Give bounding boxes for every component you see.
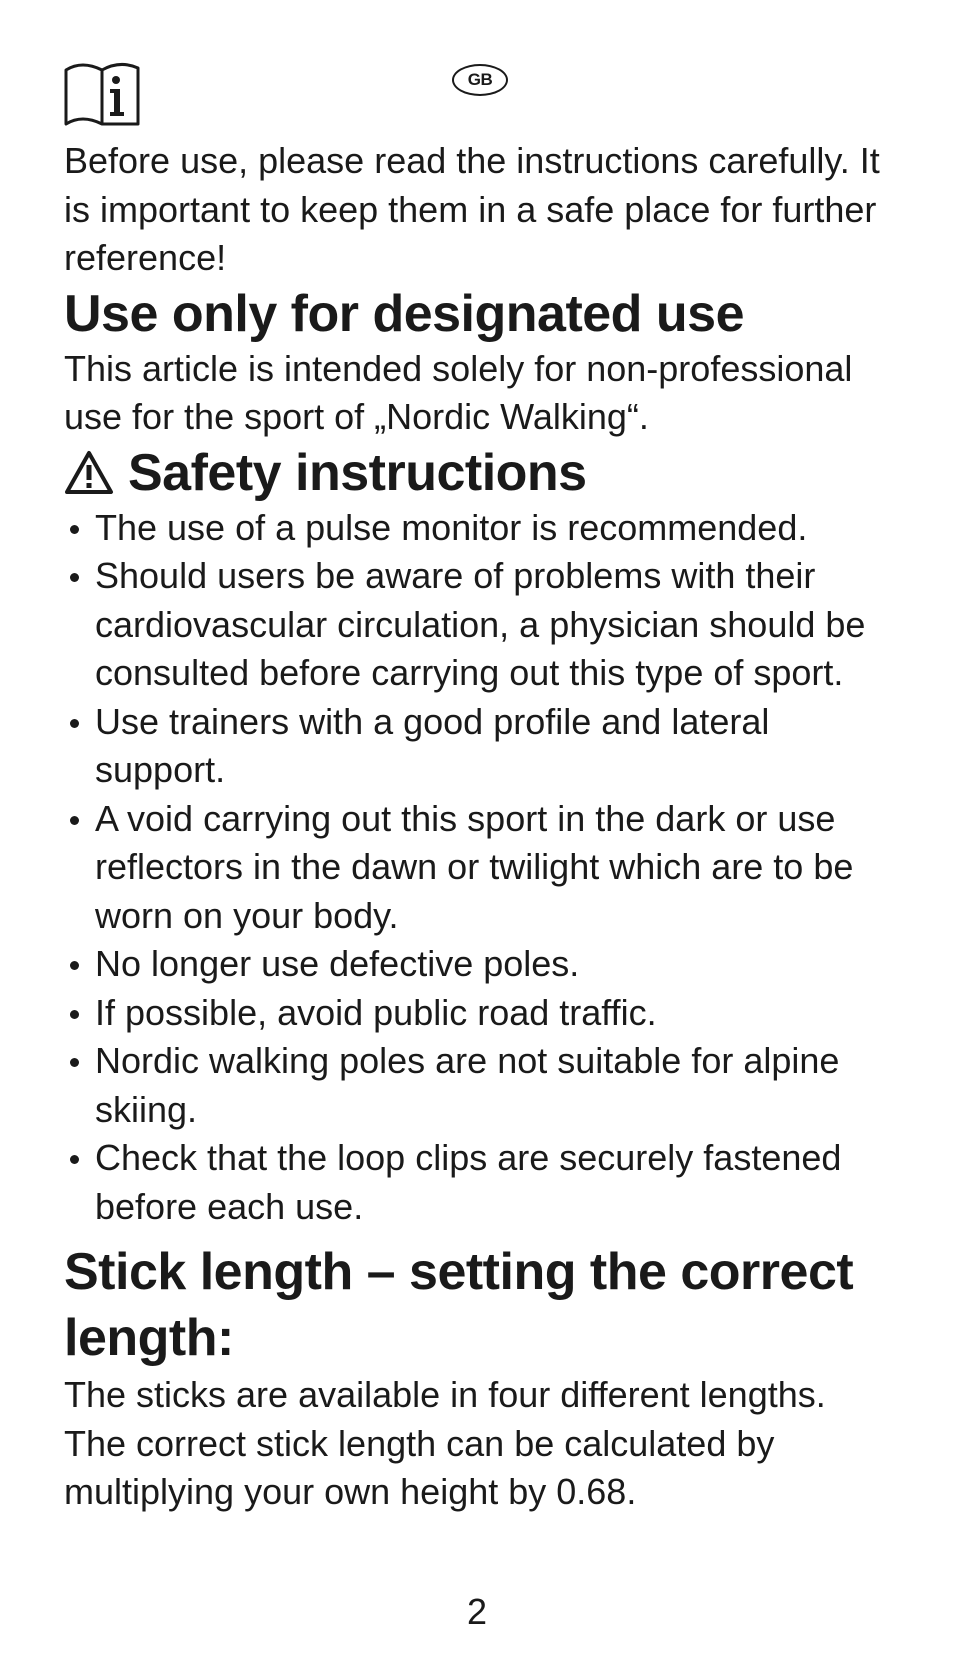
safety-item [64,795,894,941]
intro-text: Before use, please read the instructions carefully. It is important to keep them in a safe place for further reference! [64,140,880,278]
safety-item [64,940,894,989]
bullet-icon [70,961,79,970]
bullet-icon [70,573,79,582]
safety-item [64,989,894,1038]
bullet-icon [70,1010,79,1019]
safety-item-text: The use of a pulse monitor is recommended. [95,506,808,548]
bullet-icon [70,1155,79,1164]
bullet-icon [70,525,79,534]
safety-item-text: If possible, avoid public road traffic. [95,991,657,1033]
safety-item [64,504,894,553]
main-content [64,137,894,1517]
safety-list [64,504,894,1232]
country-badge: GB [452,64,508,96]
book-info-icon [64,60,140,126]
bullet-icon [70,816,79,825]
safety-item-text: Check that the loop clips are securely fastened before each use. [95,1137,842,1227]
page-number: 2 [466,1591,488,1632]
bullet-icon [70,1058,79,1067]
designated-use-heading: Use only for designated use [64,284,744,343]
stick-length-heading: Stick length – setting the correct length: [64,1243,854,1367]
safety-item-text: Use trainers with a good profile and lateral support. [95,700,770,790]
stick-length-text: The sticks are available in four different lengths. The correct stick length can be calculated by multiplying your own height by 0.68. [64,1374,826,1512]
bullet-icon [70,719,79,728]
safety-heading-label: Safety instructions [128,443,587,502]
safety-item-text: No longer use defective poles. [95,943,580,984]
safety-heading [64,442,894,504]
safety-item [64,552,894,698]
safety-item [64,698,894,795]
safety-item-text: Should users be aware of problems with their cardiovascular circulation, a physician should be consulted before carrying out this type of sport. [95,555,866,693]
safety-item [64,1037,894,1134]
safety-item [64,1134,894,1231]
designated-use-text: This article is intended solely for non-professional use for the sport of „Nordic Walking“. [64,347,853,437]
safety-item-text: A void carrying out this sport in the dark or use reflectors in the dawn or twilight which are to be worn on your body. [95,797,854,936]
safety-item-text: Nordic walking poles are not suitable for alpine skiing. [95,1040,840,1130]
warning-triangle-icon [64,450,114,496]
